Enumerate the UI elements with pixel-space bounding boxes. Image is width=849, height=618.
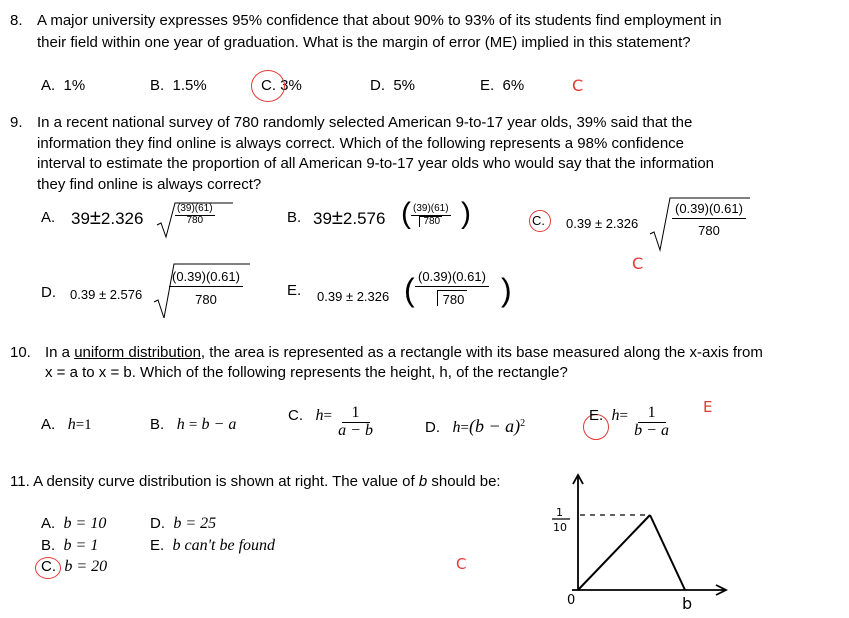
q9-choice-b-rparen: ) — [461, 197, 471, 230]
graph-density-down — [650, 515, 685, 590]
q9-choice-a-letter: A. — [41, 209, 56, 226]
q9-choice-c-letter: C. — [532, 213, 545, 228]
q10-answer-mark: E — [703, 398, 713, 416]
q8-choice-c: C. 3% — [261, 77, 302, 94]
q9-choice-c-expr: 0.39 ± 2.326 — [566, 216, 639, 231]
q9-choice-a-expr: 39±2.326 — [71, 207, 144, 229]
graph-density-up — [578, 515, 650, 590]
q10-line-2: x = a to x = b. Which of the following represents the height, h, of the rectangle? — [45, 364, 568, 381]
q10-choice-d: D. $h=(b - a)^2$ — [425, 416, 526, 436]
q11-answer-mark: C — [456, 555, 467, 573]
q9-choice-e-letter: E. — [287, 282, 302, 299]
q11-choice-d: D. b = 25 — [150, 515, 217, 532]
q9-choice-d-frac: $\frac{(0.39)(0.61)}{780}$ — [169, 270, 243, 306]
q10-line-1: In a uniform distribution, the area is represented as a rectangle with its base measured along the x-axis from — [45, 344, 763, 361]
q9-choice-e-frac: $\frac{(0.39)(0.61)}{780}$ — [415, 270, 489, 306]
q8-answer-mark: C — [572, 76, 584, 95]
q9-line-2: information they find online is always correct. Which of the following represents a 98% confidence — [37, 135, 684, 152]
q10-choice-b: B. h = b − a — [150, 416, 237, 433]
q10-choice-a: A. h=1 — [41, 416, 92, 433]
q9-line-3: interval to estimate the proportion of all American 9-to-17 year olds who would say that the information — [37, 155, 715, 172]
q11-choice-e: E. b can't be found — [150, 537, 276, 554]
q11-number: 11. — [10, 473, 30, 490]
q9-choice-d-expr: 0.39 ± 2.576 — [70, 287, 143, 302]
q8-line-1: A major university expresses 95% confidence that about 90% to 93% of its students find employment in — [37, 12, 722, 29]
q11-prompt: 11. A density curve distribution is shown at right. The value of b should be: — [10, 473, 501, 490]
graph-y-label-denom: 10 — [553, 521, 567, 534]
q9-choice-b-letter: B. — [287, 209, 302, 226]
q8-line-2: their field within one year of graduation. What is the margin of error (ME) implied in this statement? — [37, 34, 691, 51]
q10-choice-c-frac: $\frac{1}{a - b}$ — [338, 404, 373, 439]
q10-choice-e: E. h= $\frac{1}{b - a}$ — [589, 404, 669, 439]
graph-y-label-numer: 1 — [556, 506, 563, 519]
q9-number: 9. — [10, 114, 23, 131]
q9-choice-b-frac: $\frac{(39)(61)}{780}$ — [413, 203, 449, 227]
q9-choice-b-lparen: ( — [401, 197, 411, 230]
q9-choice-e-expr: 0.39 ± 2.326 — [317, 289, 390, 304]
q9-line-1: In a recent national survey of 780 randomly selected American 9-to-17 year olds, 39% said that the — [37, 114, 693, 131]
q11-density-graph — [540, 470, 740, 612]
graph-b-label: b — [682, 594, 693, 612]
graph-origin-label: 0 — [567, 593, 576, 608]
q10-underlined-term: uniform distribution — [74, 344, 201, 361]
q10-number: 10. — [10, 344, 31, 361]
q8-answer-circle — [251, 70, 285, 102]
q11-choice-c: C. b = 20 — [41, 558, 108, 575]
q8-choice-e: E. 6% — [480, 77, 525, 94]
q11-choice-b: B. b = 1 — [41, 537, 99, 554]
q9-answer-mark: C — [632, 254, 644, 273]
q10-choice-c: C. h= $\frac{1}{a - b}$ — [288, 404, 373, 439]
q8-number: 8. — [10, 12, 23, 29]
q9-line-4: they find online is always correct? — [37, 176, 262, 193]
q9-choice-e-rparen: ) — [501, 272, 512, 308]
q9-choice-a-frac: $\frac{(39)(61)}{780}$ — [177, 203, 213, 226]
q11-choice-a: A. b = 10 — [41, 515, 107, 532]
q9-choice-b-expr: 39±2.576 — [313, 207, 386, 229]
q9-choice-e-lparen: ( — [404, 272, 415, 308]
q8-choice-a: A. 1% — [41, 77, 86, 94]
q8-choice-d: D. 5% — [370, 77, 416, 94]
q9-choice-d-letter: D. — [41, 284, 56, 301]
q8-choice-b: B. 1.5% — [150, 77, 207, 94]
q9-choice-c-frac: $\frac{(0.39)(0.61)}{780}$ — [672, 202, 746, 237]
q10-choice-e-frac: $\frac{1}{b - a}$ — [634, 404, 669, 439]
